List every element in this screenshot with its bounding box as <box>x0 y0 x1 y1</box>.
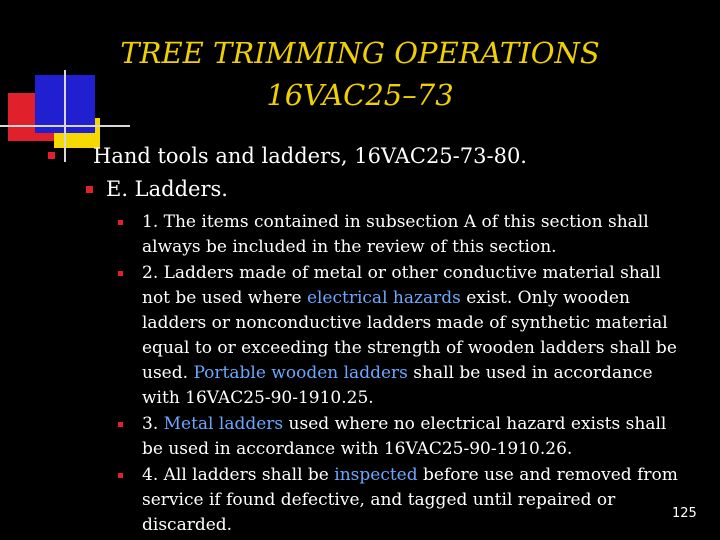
decor-horizontal-line <box>0 125 130 127</box>
bullet-hand-tools: Hand tools and ladders, 16VAC25-73-80. <box>93 144 527 168</box>
bullet-icon <box>118 422 123 427</box>
list-item: 3. Metal ladders used where no electrical hazard exists shall be used in accordance with 16VAC25-90-1910.26. <box>118 412 688 462</box>
title-line-2: 16VAC25–73 <box>266 78 454 112</box>
bullet-ladders: E. Ladders. <box>106 177 228 201</box>
list-item: 2. Ladders made of metal or other conductive material shall not be used where electrical hazards exist. Only wooden ladders or nonconductive ladders made of synthetic material equal to or exceeding the strength of wooden ladders shall be used. Portable wooden ladders shall be used in accordance with 16VAC25-90-1910.25. <box>118 261 688 411</box>
link-inspected[interactable]: inspected <box>334 465 418 485</box>
list-item: 1. The items contained in subsection A of this section shall always be included in the review of this section. <box>118 210 688 260</box>
link-electrical-hazards[interactable]: electrical hazards <box>306 288 461 308</box>
list-item: 4. All ladders shall be inspected before use and removed from service if found defective, and tagged until repaired or discarded. <box>118 463 688 538</box>
bullet-icon <box>118 220 123 225</box>
bullet-icon <box>48 152 55 159</box>
bullet-icon <box>118 473 123 478</box>
link-metal-ladders[interactable]: Metal ladders <box>163 414 284 434</box>
title-line-1: TREE TRIMMING OPERATIONS <box>120 36 600 70</box>
bullet-icon <box>118 271 123 276</box>
link-portable-wooden-ladders[interactable]: Portable wooden ladders <box>193 363 408 383</box>
slide-title <box>80 32 640 116</box>
ladder-items-list <box>118 210 688 539</box>
page-number: 125 <box>672 506 697 521</box>
